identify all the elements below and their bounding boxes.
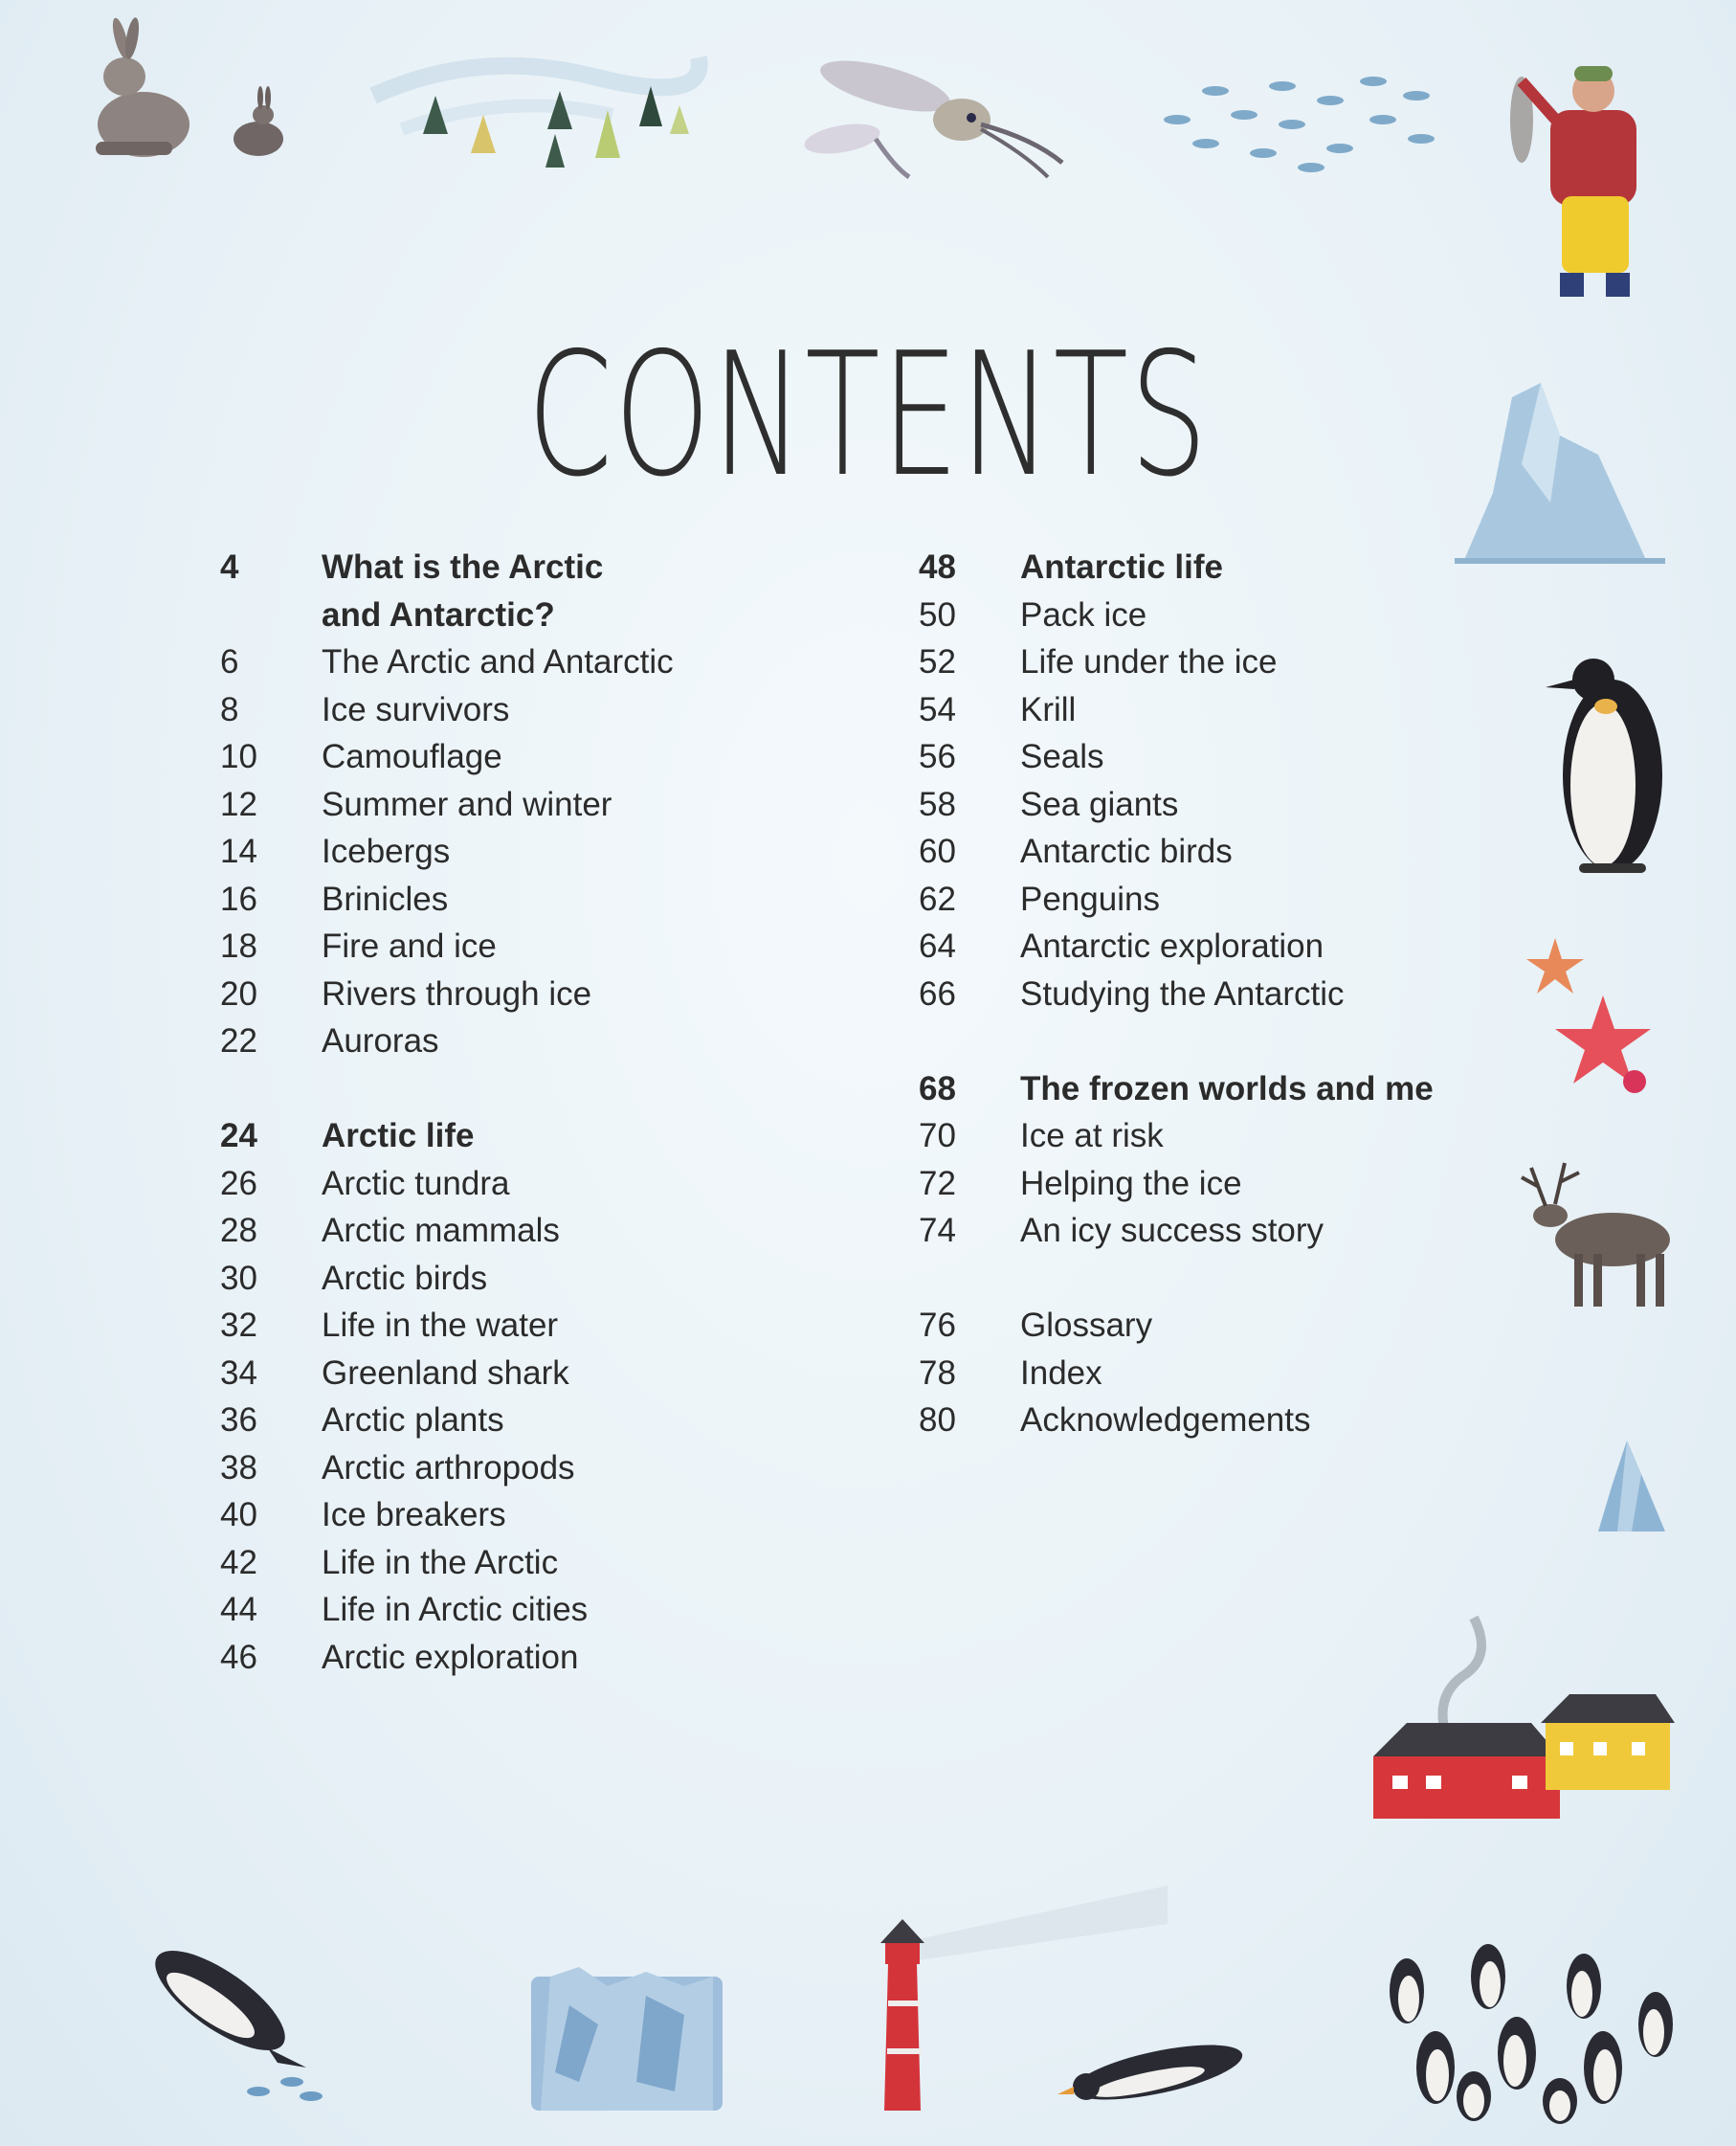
page-number: 8 <box>220 690 239 728</box>
contents-entry <box>220 733 813 781</box>
entry-title: Arctic arthropods <box>322 1448 575 1487</box>
entry-title: Rivers through ice <box>322 974 592 1013</box>
squid-illustration <box>775 43 1091 187</box>
entry-title: Ice at risk <box>1020 1117 1164 1154</box>
entry-title: Antarctic exploration <box>1020 928 1324 965</box>
page-number: 34 <box>220 1353 257 1392</box>
page-number: 46 <box>220 1638 257 1676</box>
contents-entry <box>220 923 813 971</box>
entry-title: Pack ice <box>1020 595 1147 634</box>
page-number: 4 <box>220 548 239 586</box>
entry-title: Icebergs <box>322 833 451 870</box>
page-number: 24 <box>220 1117 257 1154</box>
page-number: 28 <box>220 1212 257 1249</box>
entry-title: An icy success story <box>1020 1212 1324 1249</box>
entry-title: Sea giants <box>1020 785 1179 823</box>
page-number: 78 <box>919 1353 956 1392</box>
page-number: 30 <box>220 1259 257 1297</box>
entry-title: Arctic plants <box>322 1401 504 1439</box>
contents-entry <box>919 1112 1512 1160</box>
section-title: Arctic life <box>322 1117 475 1154</box>
contents-entry <box>220 1350 813 1397</box>
penguin-colony-illustration <box>1378 1934 1684 2125</box>
contents-entry <box>220 1160 813 1208</box>
contents-entry <box>919 923 1512 971</box>
page-number: 36 <box>220 1401 257 1439</box>
small-iceberg-illustration <box>1589 1436 1684 1541</box>
contents-left-column <box>220 544 813 1681</box>
entry-title: Life in Arctic cities <box>322 1591 589 1628</box>
contents-entry <box>919 733 1512 781</box>
section-heading <box>919 1065 1512 1113</box>
contents-entry <box>919 781 1512 829</box>
contents-entry <box>919 876 1512 924</box>
entry-title: Summer and winter <box>322 785 612 823</box>
section-heading <box>220 544 813 638</box>
entry-title: Ice survivors <box>322 690 510 728</box>
diving-penguin-illustration <box>115 1924 345 2106</box>
contents-entry <box>220 828 813 876</box>
contents-entry <box>220 638 813 686</box>
section-gap <box>919 1255 1512 1303</box>
page-number: 60 <box>919 833 956 870</box>
contents-entry <box>919 828 1512 876</box>
contents-entry <box>919 1160 1512 1208</box>
page-number: 56 <box>919 738 956 775</box>
contents-entry <box>919 686 1512 734</box>
entry-title: Helping the ice <box>1020 1164 1242 1202</box>
page-number: 80 <box>919 1401 956 1439</box>
page-number: 58 <box>919 785 956 823</box>
ice-block-illustration <box>531 1967 723 2120</box>
entry-title: Antarctic birds <box>1020 833 1233 870</box>
entry-title: Seals <box>1020 738 1104 775</box>
entry-title: Life in the water <box>322 1307 559 1344</box>
section-gap <box>919 1017 1512 1065</box>
contents-entry <box>220 781 813 829</box>
contents-entry <box>220 971 813 1018</box>
contents-entry <box>220 1586 813 1634</box>
page-number: 42 <box>220 1543 257 1581</box>
page-number: 74 <box>919 1212 956 1249</box>
contents-entry <box>919 592 1512 639</box>
page-number: 40 <box>220 1496 257 1533</box>
page-number: 66 <box>919 974 956 1013</box>
page-number: 70 <box>919 1117 956 1154</box>
contents-entry <box>220 1539 813 1587</box>
contents-entry <box>919 638 1512 686</box>
section-gap <box>220 1065 813 1113</box>
contents-entry <box>220 1302 813 1350</box>
page-number: 52 <box>919 643 956 681</box>
section-heading <box>220 1112 813 1160</box>
contents-entry <box>919 971 1512 1018</box>
section-title: The frozen worlds and me <box>1020 1069 1434 1107</box>
page-number: 16 <box>220 880 257 918</box>
contents-entry <box>220 1491 813 1539</box>
page-number: 26 <box>220 1164 257 1202</box>
fisherman-illustration <box>1502 53 1665 306</box>
entry-title: Ice breakers <box>322 1496 506 1533</box>
entry-title: Arctic birds <box>322 1259 488 1297</box>
page-number: 14 <box>220 833 257 870</box>
page-number: 32 <box>220 1307 257 1344</box>
section-heading <box>919 544 1512 592</box>
reindeer-illustration <box>1502 1149 1684 1311</box>
entry-title: Life in the Arctic <box>322 1543 559 1581</box>
entry-title: Krill <box>1020 690 1077 728</box>
page-number: 68 <box>919 1069 956 1107</box>
snowy-trees-illustration <box>364 38 708 191</box>
page-number: 20 <box>220 974 257 1013</box>
page-number: 48 <box>919 548 956 586</box>
contents-entry <box>919 1207 1512 1255</box>
page-number: 76 <box>919 1307 956 1344</box>
entry-title: Acknowledgements <box>1020 1401 1311 1439</box>
entry-title: Auroras <box>322 1022 439 1060</box>
fish-school-illustration <box>1148 62 1455 187</box>
starfish-illustration <box>1522 938 1684 1101</box>
entry-title: Fire and ice <box>322 928 497 965</box>
houses-illustration <box>1369 1608 1684 1838</box>
entry-title: Glossary <box>1020 1307 1153 1344</box>
contents-entry <box>919 1397 1512 1444</box>
contents-entry <box>220 1397 813 1444</box>
section-title: What is the Arctic and Antarctic? <box>322 548 604 634</box>
section-title: Antarctic life <box>1020 548 1223 586</box>
page-number: 50 <box>919 595 956 634</box>
page-number: 10 <box>220 738 257 775</box>
contents-entry <box>220 1207 813 1255</box>
contents-entry <box>220 686 813 734</box>
entry-title: Index <box>1020 1353 1102 1392</box>
page-title: CONTENTS <box>526 316 1210 514</box>
page-number: 12 <box>220 785 257 823</box>
page-number: 44 <box>220 1591 257 1628</box>
contents-entry <box>919 1350 1512 1397</box>
page-number: 62 <box>919 880 956 918</box>
entry-title: Arctic exploration <box>322 1638 579 1676</box>
contents-entry <box>220 876 813 924</box>
page-number: 38 <box>220 1448 257 1487</box>
entry-title: Camouflage <box>322 738 502 775</box>
page-number: 54 <box>919 690 956 728</box>
page-number: 18 <box>220 928 257 965</box>
contents-entry <box>220 1255 813 1303</box>
arctic-hares-illustration <box>67 10 297 172</box>
page-number: 64 <box>919 928 956 965</box>
entry-title: Arctic tundra <box>322 1164 510 1202</box>
entry-title: Studying the Antarctic <box>1020 974 1345 1013</box>
contents-entry <box>220 1634 813 1682</box>
entry-title: Brinicles <box>322 880 449 918</box>
entry-title: Life under the ice <box>1020 643 1278 681</box>
contents-entry <box>220 1444 813 1492</box>
entry-title: Greenland shark <box>322 1353 569 1392</box>
entry-title: The Arctic and Antarctic <box>322 643 674 681</box>
contents-entry <box>220 1017 813 1065</box>
contents-right-column <box>919 544 1512 1444</box>
page-number: 6 <box>220 643 239 681</box>
entry-title: Penguins <box>1020 880 1160 918</box>
entry-title: Arctic mammals <box>322 1212 560 1249</box>
swimming-penguin-illustration <box>1053 2020 1263 2115</box>
contents-entry <box>919 1302 1512 1350</box>
emperor-penguin-illustration <box>1541 651 1684 881</box>
page-number: 22 <box>220 1022 257 1060</box>
page-number: 72 <box>919 1164 956 1202</box>
